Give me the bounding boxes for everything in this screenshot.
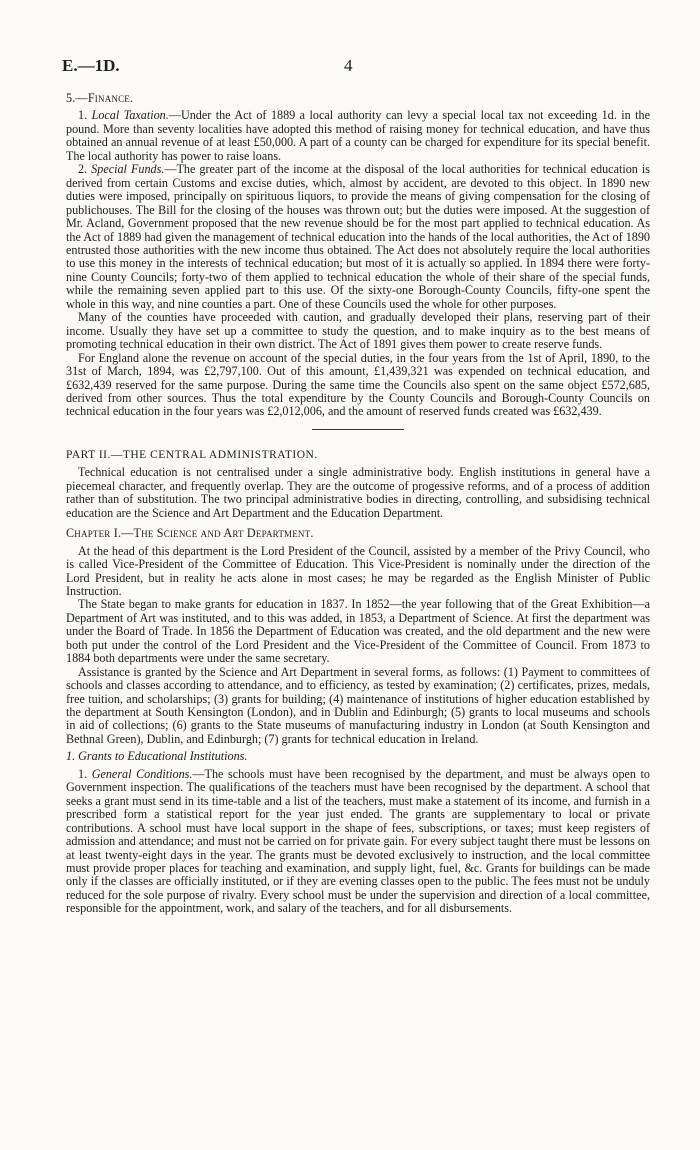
paragraph-number: 1. <box>78 766 88 781</box>
paragraph-lord-president: At the head of this department is the Lord President of the Council, assisted by a member of the Privy Council, who is called Vice-President of the Committee of Education. This Vice-President is nominally under the direction of the Lord President, but in reality he acts alone in most cases; he may be regarded as the English Minister of Public Instruction. <box>66 543 650 598</box>
section-divider <box>312 429 404 430</box>
paragraph-title: Special Funds. <box>91 162 165 177</box>
paragraph-general-conditions <box>66 768 650 916</box>
paragraph-text: —The greater part of the income at the disposal of the local authorities for technical education is derived from certain Customs and excise duties, which, almost by accident, are devoted to this object. In 1890 new duties were imposed, principally on spirituous liquors, to provide the means of giving compensation for the closing of publichouses. The Bill for the closing of the houses was thrown out; but the duties were imposed. At the suggestion of Mr. Acland, Government proposed that the new revenue should be for the most part applied to technical education. As the Act of 1889 had given the management of technical education into the hands of the local authorities, the Act of 1890 entrusted those authorities with the new income thus obtained. The Act does not absolutely require the local authorities to use this money in the interests of technical education; but most of it is actually so applied. In 1894 there were forty-nine County Councils; forty-two of them applied to technical education the whole of their share of the special funds, while the remaining seven applied part to this use. Of the sixty-one Borough-County Councils, fifty-one spent the whole in this way, and nine counties a part. One of these Councils used the whole for other purposes. <box>66 162 650 311</box>
page-header <box>62 56 652 78</box>
paragraph-assistance-forms: Assistance is granted by the Science and Art Department in several forms, as follows: (1) Payment to committees of schools and classes according to attendance, and to efficiency, as tested by examination; (2) certificates, prizes, medals, free tuition, and scholarships; (3) grants for building; (4) maintenance of institutions of higher education established by the department at South Kensington (London), and in Dublin and Edinburgh; (5) grants to local museums and schools in aid of collections; (6) grants to the State museums of manufacturing industry in London (at South Kensington and Bethnal Green), Dublin, and Edinburgh; (7) grants for technical education in Ireland. <box>66 664 650 746</box>
page-number: 4 <box>344 56 353 75</box>
paragraph-title: Local Taxation. <box>91 108 169 123</box>
paragraph-local-taxation <box>66 109 650 163</box>
paragraph-special-funds <box>66 163 650 311</box>
paragraph-number: 2. <box>78 162 88 177</box>
paragraph-england-revenue: For England alone the revenue on account of the special duties, in the four years from the 1st of April, 1890, to the 31st of March, 1894, was £2,797,100. Out of this amount, £1,439,321 was expended on technical education, and £632,439 reserved for the same purpose. During the same time the Councils also spent on the same object £572,685, derived from other sources. Thus the total expenditure by the County Councils and Borough-County Councils on technical education in the four years was £2,012,006, and the amount of reserved funds created was £632,439. <box>66 350 650 419</box>
paragraph-text: —Under the Act of 1889 a local authority can levy a special local tax not exceeding 1d. in the pound. More than seventy localities have adopted this method of raising money for technical education, and have thus obtained an annual revenue of at least £50,000. A part of a county can be charged for expenditure for its special benefit. The local authority has power to raise loans. <box>66 108 650 163</box>
paragraph-part-two-intro: Technical education is not centralised under a single administrative body. English institutions in general have a piecemeal character, and frequently overlap. They are the outcome of progessive reforms, and of a process of addition rather than of substitution. The two principal administrative bodies in directing, controlling, and subsidising technical education are the Science and Art Department and the Education Department. <box>66 465 650 520</box>
part-two-heading: PART II.—THE CENTRAL ADMINISTRATION. <box>66 448 318 461</box>
page-body <box>66 92 650 916</box>
paragraph-text: —The schools must have been recognised by the department, and must be always open to Government inspection. The qualifications of the teachers must have been recognised by the department. A school that seeks a grant must send in its time-table and a list of the teachers, must make a statement of its income, and furnish in a prescribed form a statistical report for the year just ended. The grants are supplementary to local or private contributions. A school must have local support in the shape of fees, subscriptions, or taxes; must keep registers of admission and attendance; and must not be carried on for private gain. For every subject taught there must be lessons on at least twenty-eight days in the year. The grants must be devoted exclusively to instruction, and the local committee must provide proper places for teaching and examination, and supply light, fuel, &c. Grants for buildings can be made only if the classes are officially instituted, or if they are evening classes open to the public. The fees must not be unduly reduced for the sole purpose of rivalry. Every school must be under the supervision and direction of a local committee, responsible for the appointment, work, and salary of the teachers, and for all disbursements. <box>66 766 650 916</box>
finance-heading: 5.—Finance. <box>66 91 134 105</box>
paragraph-title: General Conditions. <box>91 766 193 781</box>
paragraph-counties-caution: Many of the counties have proceeded with caution, and gradually developed their plans, reserving part of their income. Usually they have set up a committee to study the question, and to make inquiry as to the best means of promoting technical education in their own district. The Act of 1891 gives them power to create reserve funds. <box>66 310 650 352</box>
paragraph-number: 1. <box>78 108 88 123</box>
document-reference: E.—1D. <box>62 56 120 75</box>
grants-heading <box>66 750 650 763</box>
chapter-one-heading: Chapter I.—The Science and Art Department. <box>66 526 314 541</box>
paragraph-state-grants-history: The State began to make grants for education in 1837. In 1852—the year following that of the Great Exhibition—a Department of Art was instituted, and to this was added, in 1853, a Department of Science. At first the department was under the Board of Trade. In 1856 the Department of Education was created, and the old department and the new were both put under the control of the Lord President and the Vice-President of the Committee of Council. From 1873 to 1884 both departments were under the same secretary. <box>66 597 650 666</box>
grants-heading-text: 1. Grants to Educational Institutions. <box>66 749 248 764</box>
